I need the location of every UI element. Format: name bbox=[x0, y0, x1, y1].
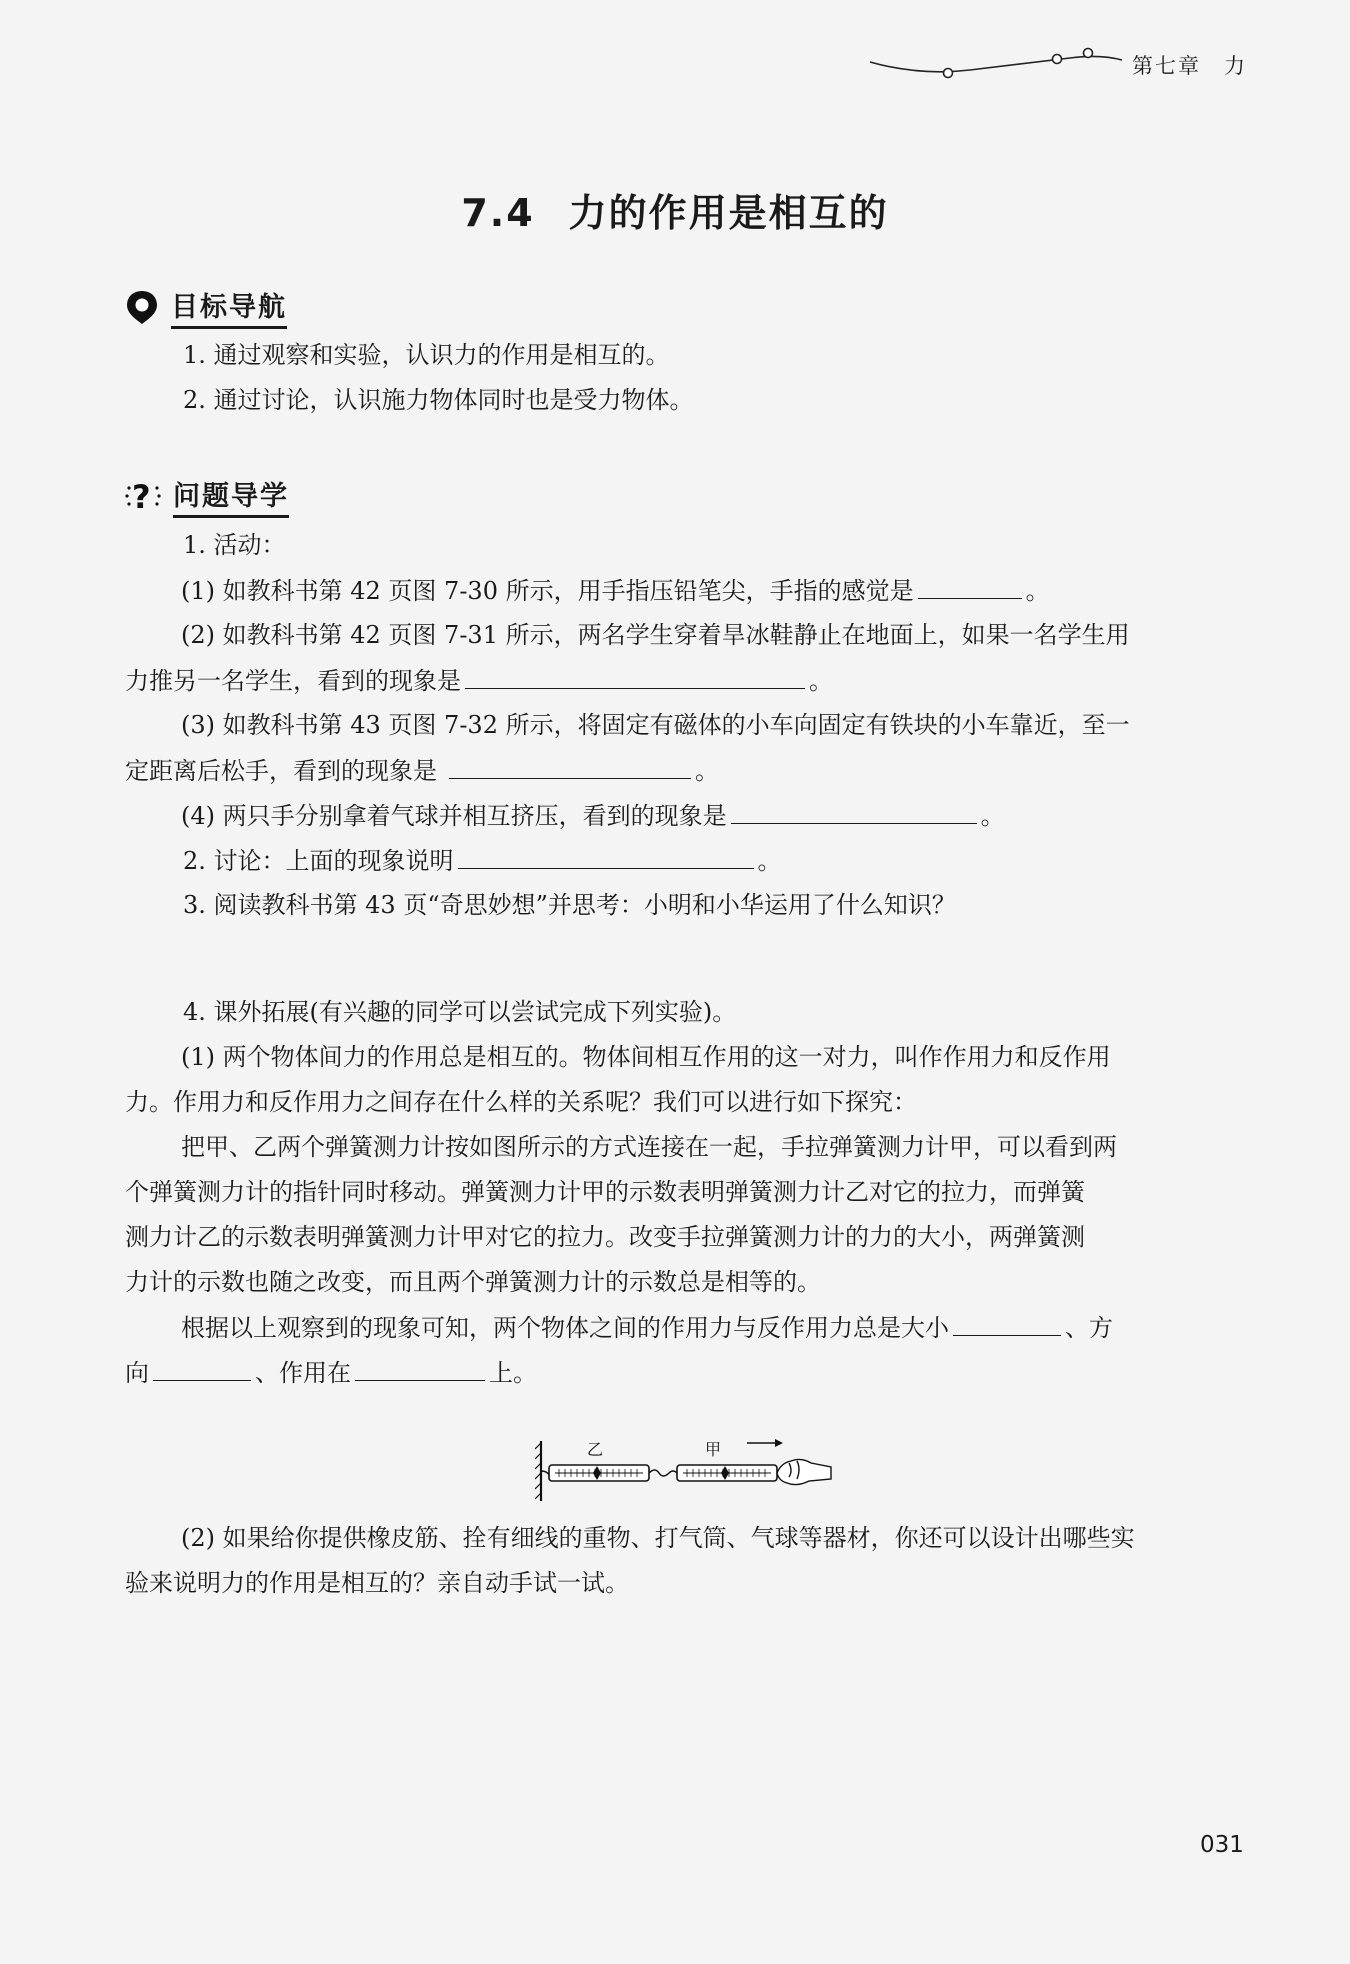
hand-icon bbox=[777, 1459, 831, 1484]
label-yi: 乙 bbox=[587, 1440, 604, 1459]
q2-text: 2. 讨论：上面的现象说明 bbox=[183, 847, 454, 875]
conclusion-line1 bbox=[125, 1305, 1237, 1350]
conclusion-text: 根据以上观察到的现象可知，两个物体之间的作用力与反作用力总是大小 bbox=[181, 1314, 949, 1342]
q2-end: 。 bbox=[757, 847, 782, 875]
answer-blank[interactable] bbox=[153, 1350, 251, 1381]
para-line3: 测力计乙的示数表明弹簧测力计甲对它的拉力。改变手拉弹簧测力计的力的大小，两弹簧测 bbox=[125, 1223, 1085, 1251]
page-title bbox=[0, 182, 1350, 237]
q1-1 bbox=[125, 568, 1237, 613]
para-line1: 把甲、乙两个弹簧测力计按如图所示的方式连接在一起，手拉弹簧测力计甲，可以看到两 bbox=[181, 1133, 1117, 1161]
section-title: 力的作用是相互的 bbox=[568, 191, 889, 235]
goals-list bbox=[125, 333, 1237, 423]
q1-2-end: 。 bbox=[809, 667, 833, 695]
answer-blank[interactable] bbox=[953, 1305, 1061, 1336]
svg-text:?: ? bbox=[132, 478, 151, 514]
q1-2-line2 bbox=[125, 658, 1237, 703]
q1-3-text: 定距离后松手，看到的现象是 bbox=[125, 757, 437, 785]
conclusion-end: 、方 bbox=[1065, 1314, 1113, 1342]
para-line2: 个弹簧测力计的指针同时移动。弹簧测力计甲的示数表明弹簧测力计乙对它的拉力，而弹簧 bbox=[125, 1178, 1085, 1206]
extension-body bbox=[125, 990, 1237, 1395]
q1-title: 1. 活动： bbox=[183, 531, 286, 559]
q1-3-line1: (3) 如教科书第 43 页图 7-32 所示，将固定有磁体的小车向固定有铁块的小车靠近，至一 bbox=[181, 711, 1130, 739]
answer-blank[interactable] bbox=[731, 793, 977, 824]
goals-heading-label: 目标导航 bbox=[171, 285, 287, 329]
q4-title: 4. 课外拓展(有兴趣的同学可以尝试完成下列实验)。 bbox=[183, 998, 737, 1026]
para-line4: 力计的示数也随之改变，而且两个弹簧测力计的示数总是相等的。 bbox=[125, 1268, 821, 1296]
q3: 3. 阅读教科书第 43 页“奇思妙想”并思考：小明和小华运用了什么知识？ bbox=[183, 891, 956, 919]
questions-heading bbox=[125, 474, 289, 518]
goal-item-2: 2. 通过讨论，认识施力物体同时也是受力物体。 bbox=[183, 386, 694, 414]
answer-blank[interactable] bbox=[355, 1350, 485, 1381]
section-number: 7.4 bbox=[461, 191, 535, 235]
q4-1-line1: (1) 两个物体间力的作用总是相互的。物体间相互作用的这一对力，叫作作用力和反作用 bbox=[181, 1043, 1111, 1071]
chapter-label: 第七章 力 bbox=[1132, 54, 1247, 78]
goals-heading bbox=[125, 285, 287, 329]
q1-4-end: 。 bbox=[980, 802, 1005, 830]
conclusion-text-c: 上。 bbox=[489, 1359, 537, 1387]
spring-scales-figure bbox=[535, 1433, 835, 1505]
q1-4-text: (4) 两只手分别拿着气球并相互挤压，看到的现象是 bbox=[181, 802, 727, 830]
question-mark-icon bbox=[125, 478, 161, 514]
header-wave-decoration bbox=[860, 40, 1130, 90]
answer-blank[interactable] bbox=[465, 658, 805, 689]
answer-blank[interactable] bbox=[458, 838, 754, 869]
location-pin-icon bbox=[125, 289, 159, 325]
goal-item-1: 1. 通过观察和实验，认识力的作用是相互的。 bbox=[183, 341, 670, 369]
q1-1-end: 。 bbox=[1025, 577, 1050, 605]
q1-3-end: 。 bbox=[695, 757, 719, 785]
conclusion-text-b: 、作用在 bbox=[255, 1359, 351, 1387]
q2 bbox=[125, 838, 1237, 883]
questions-body bbox=[125, 523, 1237, 928]
conclusion-text-a: 向 bbox=[125, 1359, 149, 1387]
answer-blank[interactable] bbox=[918, 568, 1022, 599]
q4-1-line2: 力。作用力和反作用力之间存在什么样的关系呢？我们可以进行如下探究： bbox=[125, 1088, 917, 1116]
q1-4 bbox=[125, 793, 1237, 838]
answer-blank[interactable] bbox=[449, 748, 691, 779]
q4-2-block bbox=[125, 1516, 1237, 1606]
q4-2-line1: (2) 如果给你提供橡皮筋、拴有细线的重物、打气筒、气球等器材，你还可以设计出哪些实 bbox=[181, 1524, 1135, 1552]
conclusion-line2 bbox=[125, 1350, 1237, 1395]
page-number: 031 bbox=[1200, 1832, 1244, 1858]
q1-2-text: 力推另一名学生，看到的现象是 bbox=[125, 667, 461, 695]
label-jia: 甲 bbox=[705, 1440, 722, 1459]
q1-1-text: (1) 如教科书第 42 页图 7-30 所示，用手指压铅笔尖，手指的感觉是 bbox=[181, 577, 914, 605]
q1-2-line1: (2) 如教科书第 42 页图 7-31 所示，两名学生穿着旱冰鞋静止在地面上，如果一名学生用 bbox=[181, 621, 1130, 649]
q4-2-line2: 验来说明力的作用是相互的？亲自动手试一试。 bbox=[125, 1569, 629, 1597]
q1-3-line2 bbox=[125, 748, 1237, 793]
questions-heading-label: 问题导学 bbox=[173, 474, 289, 518]
